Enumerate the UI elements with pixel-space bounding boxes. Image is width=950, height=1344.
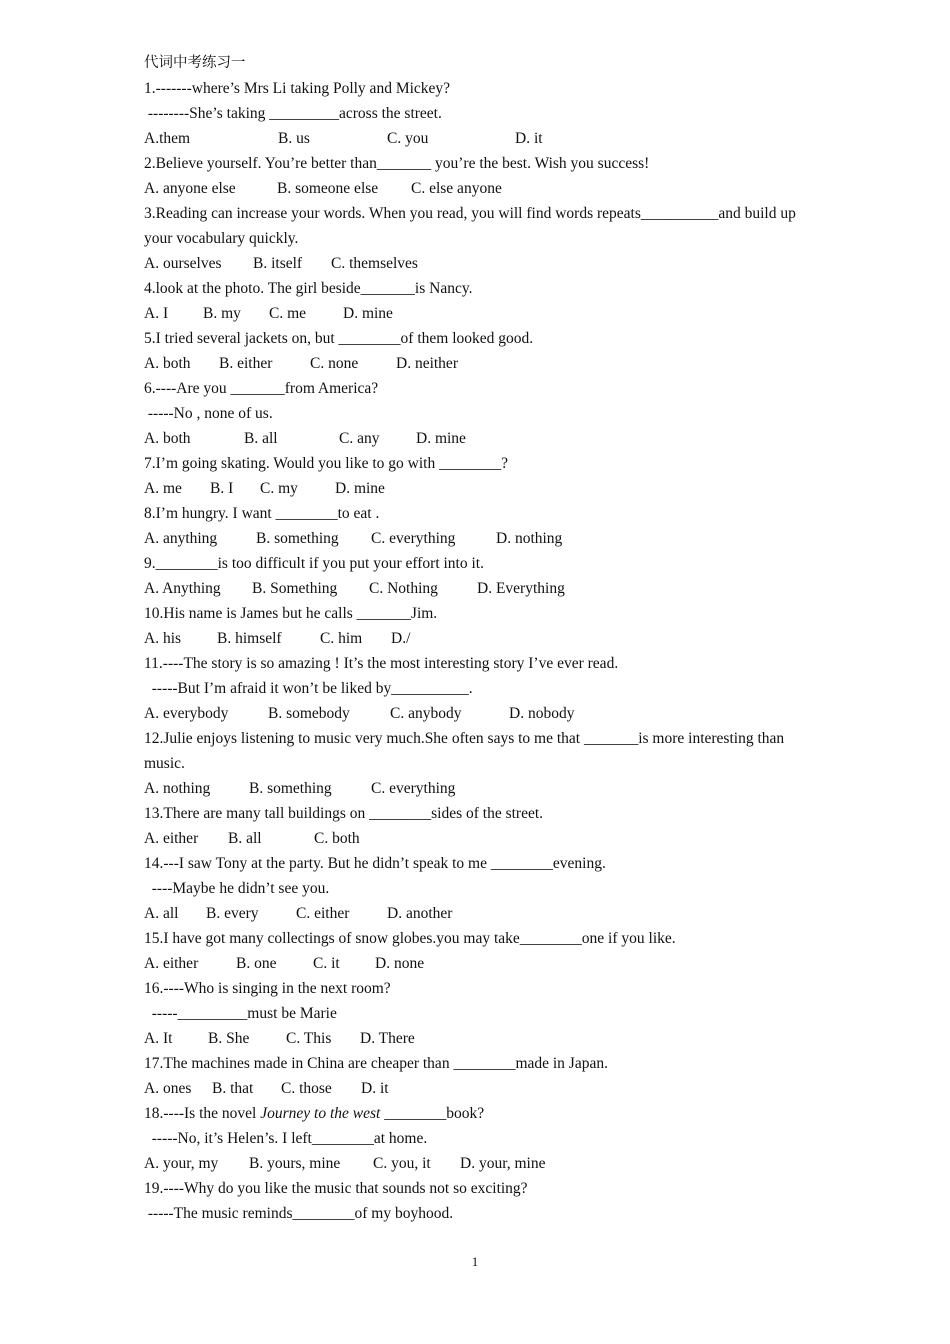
question-10 bbox=[144, 601, 824, 651]
option-b: B. us bbox=[278, 130, 310, 147]
option-a: A. all bbox=[144, 905, 179, 922]
option-b: B. every bbox=[206, 905, 259, 922]
question-12 bbox=[144, 726, 824, 801]
question-text: 19.----Why do you like the music that sounds not so exciting? bbox=[144, 1180, 528, 1197]
question-text: 5.I tried several jackets on, but ________of them looked good. bbox=[144, 330, 534, 347]
option-d: D. mine bbox=[335, 480, 385, 497]
option-a: A.them bbox=[144, 130, 191, 147]
answer-line: --------She’s taking _________across the street. bbox=[144, 105, 442, 122]
question-2 bbox=[144, 151, 824, 201]
options-row bbox=[144, 776, 824, 801]
option-c: C. you, it bbox=[373, 1155, 431, 1172]
question-3 bbox=[144, 201, 824, 276]
page-number: 1 bbox=[471, 1254, 479, 1269]
option-d: D. nothing bbox=[496, 530, 563, 547]
question-text-prefix: 18.----Is the novel bbox=[144, 1105, 261, 1122]
option-b: B. itself bbox=[253, 255, 303, 272]
option-d: D. another bbox=[387, 905, 453, 922]
option-a: A. nothing bbox=[144, 780, 211, 797]
question-text: 11.----The story is so amazing ! It’s the most interesting story I’ve ever read. bbox=[144, 655, 619, 672]
options-row bbox=[144, 701, 824, 726]
question-text: 12.Julie enjoys listening to music very much.She often says to me that _______is more interesting than music. bbox=[144, 730, 785, 772]
option-b: B. yours, mine bbox=[249, 1155, 341, 1172]
question-text: 14.---I saw Tony at the party. But he didn’t speak to me ________evening. bbox=[144, 855, 606, 872]
option-c: C. it bbox=[313, 955, 340, 972]
option-b: B. all bbox=[244, 430, 278, 447]
option-b: B. all bbox=[228, 830, 262, 847]
options-row bbox=[144, 1151, 824, 1176]
option-d: D. mine bbox=[416, 430, 466, 447]
option-c: C. my bbox=[260, 480, 298, 497]
question-text: 7.I’m going skating. Would you like to go with ________? bbox=[144, 455, 508, 472]
option-b: B. one bbox=[236, 955, 277, 972]
question-text: 10.His name is James but he calls _______Jim. bbox=[144, 605, 438, 622]
answer-line: -----_________must be Marie bbox=[144, 1005, 337, 1022]
option-a: A. me bbox=[144, 480, 182, 497]
option-c: C. everything bbox=[371, 780, 456, 797]
option-b: B. someone else bbox=[277, 180, 379, 197]
option-a: A. anyone else bbox=[144, 180, 236, 197]
option-a: A. your, my bbox=[144, 1155, 219, 1172]
answer-line: -----No, it’s Helen’s. I left________at home. bbox=[144, 1130, 428, 1147]
document-content bbox=[144, 51, 824, 1226]
options-row bbox=[144, 1026, 824, 1051]
option-d: D. none bbox=[375, 955, 425, 972]
option-d: D. your, mine bbox=[460, 1155, 546, 1172]
options-row bbox=[144, 426, 824, 451]
options-row bbox=[144, 176, 824, 201]
options-row bbox=[144, 351, 824, 376]
option-c: C. either bbox=[296, 905, 350, 922]
option-c: C. everything bbox=[371, 530, 456, 547]
option-d: D. neither bbox=[396, 355, 458, 372]
option-a: A. both bbox=[144, 430, 191, 447]
document-title: 代词中考练习一 bbox=[144, 55, 246, 71]
question-text: 6.----Are you _______from America? bbox=[144, 380, 379, 397]
option-b: B. something bbox=[249, 780, 332, 797]
answer-line: -----The music reminds________of my boyhood. bbox=[144, 1205, 454, 1222]
question-11 bbox=[144, 651, 824, 726]
question-14 bbox=[144, 851, 824, 926]
option-a: A. his bbox=[144, 630, 182, 647]
question-text bbox=[144, 1101, 824, 1126]
answer-line: ----Maybe he didn’t see you. bbox=[144, 880, 330, 897]
option-c: C. none bbox=[310, 355, 359, 372]
options-row bbox=[144, 951, 824, 976]
options-row bbox=[144, 251, 824, 276]
option-a: A. both bbox=[144, 355, 191, 372]
option-b: B. somebody bbox=[268, 705, 350, 722]
option-d: D. it bbox=[361, 1080, 389, 1097]
option-d: D./ bbox=[391, 630, 411, 647]
option-b: B. either bbox=[219, 355, 273, 372]
option-b: B. something bbox=[256, 530, 339, 547]
option-a: A. ourselves bbox=[144, 255, 222, 272]
question-text: 16.----Who is singing in the next room? bbox=[144, 980, 391, 997]
options-row bbox=[144, 826, 824, 851]
question-text: 13.There are many tall buildings on ________sides of the street. bbox=[144, 805, 544, 822]
question-15 bbox=[144, 926, 824, 976]
question-8 bbox=[144, 501, 824, 551]
question-19 bbox=[144, 1176, 824, 1226]
options-row bbox=[144, 526, 824, 551]
option-c: C. This bbox=[286, 1030, 332, 1047]
question-6 bbox=[144, 376, 824, 451]
question-text: 2.Believe yourself. You’re better than_______ you’re the best. Wish you success! bbox=[144, 155, 650, 172]
question-text-suffix: ________book? bbox=[380, 1105, 485, 1122]
option-c: C. me bbox=[269, 305, 307, 322]
options-row bbox=[144, 301, 824, 326]
question-18 bbox=[144, 1101, 824, 1176]
question-1 bbox=[144, 76, 824, 151]
option-c: C. else anyone bbox=[411, 180, 502, 197]
option-d: D. Everything bbox=[477, 580, 565, 597]
question-text: 17.The machines made in China are cheaper than ________made in Japan. bbox=[144, 1055, 608, 1072]
question-5 bbox=[144, 326, 824, 376]
option-b: B. that bbox=[212, 1080, 254, 1097]
option-d: D. nobody bbox=[509, 705, 575, 722]
option-a: A. everybody bbox=[144, 705, 229, 722]
question-13 bbox=[144, 801, 824, 851]
question-16 bbox=[144, 976, 824, 1051]
option-a: A. anything bbox=[144, 530, 218, 547]
option-a: A. I bbox=[144, 305, 169, 322]
options-row bbox=[144, 126, 824, 151]
question-text: 1.-------where’s Mrs Li taking Polly and Mickey? bbox=[144, 80, 451, 97]
option-c: C. you bbox=[387, 130, 429, 147]
option-c: C. him bbox=[320, 630, 363, 647]
question-text: 4.look at the photo. The girl beside_______is Nancy. bbox=[144, 280, 473, 297]
options-row bbox=[144, 1076, 824, 1101]
option-d: D. mine bbox=[343, 305, 393, 322]
option-b: B. Something bbox=[252, 580, 338, 597]
option-c: C. any bbox=[339, 430, 380, 447]
question-17 bbox=[144, 1051, 824, 1101]
option-b: B. my bbox=[203, 305, 241, 322]
options-row bbox=[144, 576, 824, 601]
options-row bbox=[144, 626, 824, 651]
question-text: 8.I’m hungry. I want ________to eat . bbox=[144, 505, 380, 522]
option-c: C. Nothing bbox=[369, 580, 438, 597]
option-b: B. I bbox=[210, 480, 234, 497]
answer-line: -----But I’m afraid it won’t be liked by__________. bbox=[144, 680, 473, 697]
option-b: B. himself bbox=[217, 630, 282, 647]
question-text: 3.Reading can increase your words. When you read, you will find words repeats__________and build up your vocabulary quickly. bbox=[144, 205, 796, 247]
option-c: C. both bbox=[314, 830, 360, 847]
question-9 bbox=[144, 551, 824, 601]
options-row bbox=[144, 901, 824, 926]
options-row bbox=[144, 476, 824, 501]
option-c: C. anybody bbox=[390, 705, 462, 722]
option-a: A. Anything bbox=[144, 580, 221, 597]
option-b: B. She bbox=[208, 1030, 250, 1047]
question-text: 15.I have got many collectings of snow globes.you may take________one if you like. bbox=[144, 930, 676, 947]
book-title: Journey to the west bbox=[260, 1105, 381, 1122]
option-a: A. ones bbox=[144, 1080, 192, 1097]
option-a: A. It bbox=[144, 1030, 173, 1047]
option-d: D. it bbox=[515, 130, 543, 147]
question-7 bbox=[144, 451, 824, 501]
option-c: C. themselves bbox=[331, 255, 418, 272]
option-a: A. either bbox=[144, 830, 199, 847]
question-4 bbox=[144, 276, 824, 326]
option-c: C. those bbox=[281, 1080, 332, 1097]
question-text: 9.________is too difficult if you put your effort into it. bbox=[144, 555, 484, 572]
answer-line: -----No , none of us. bbox=[144, 405, 273, 422]
option-d: D. There bbox=[360, 1030, 415, 1047]
option-a: A. either bbox=[144, 955, 199, 972]
